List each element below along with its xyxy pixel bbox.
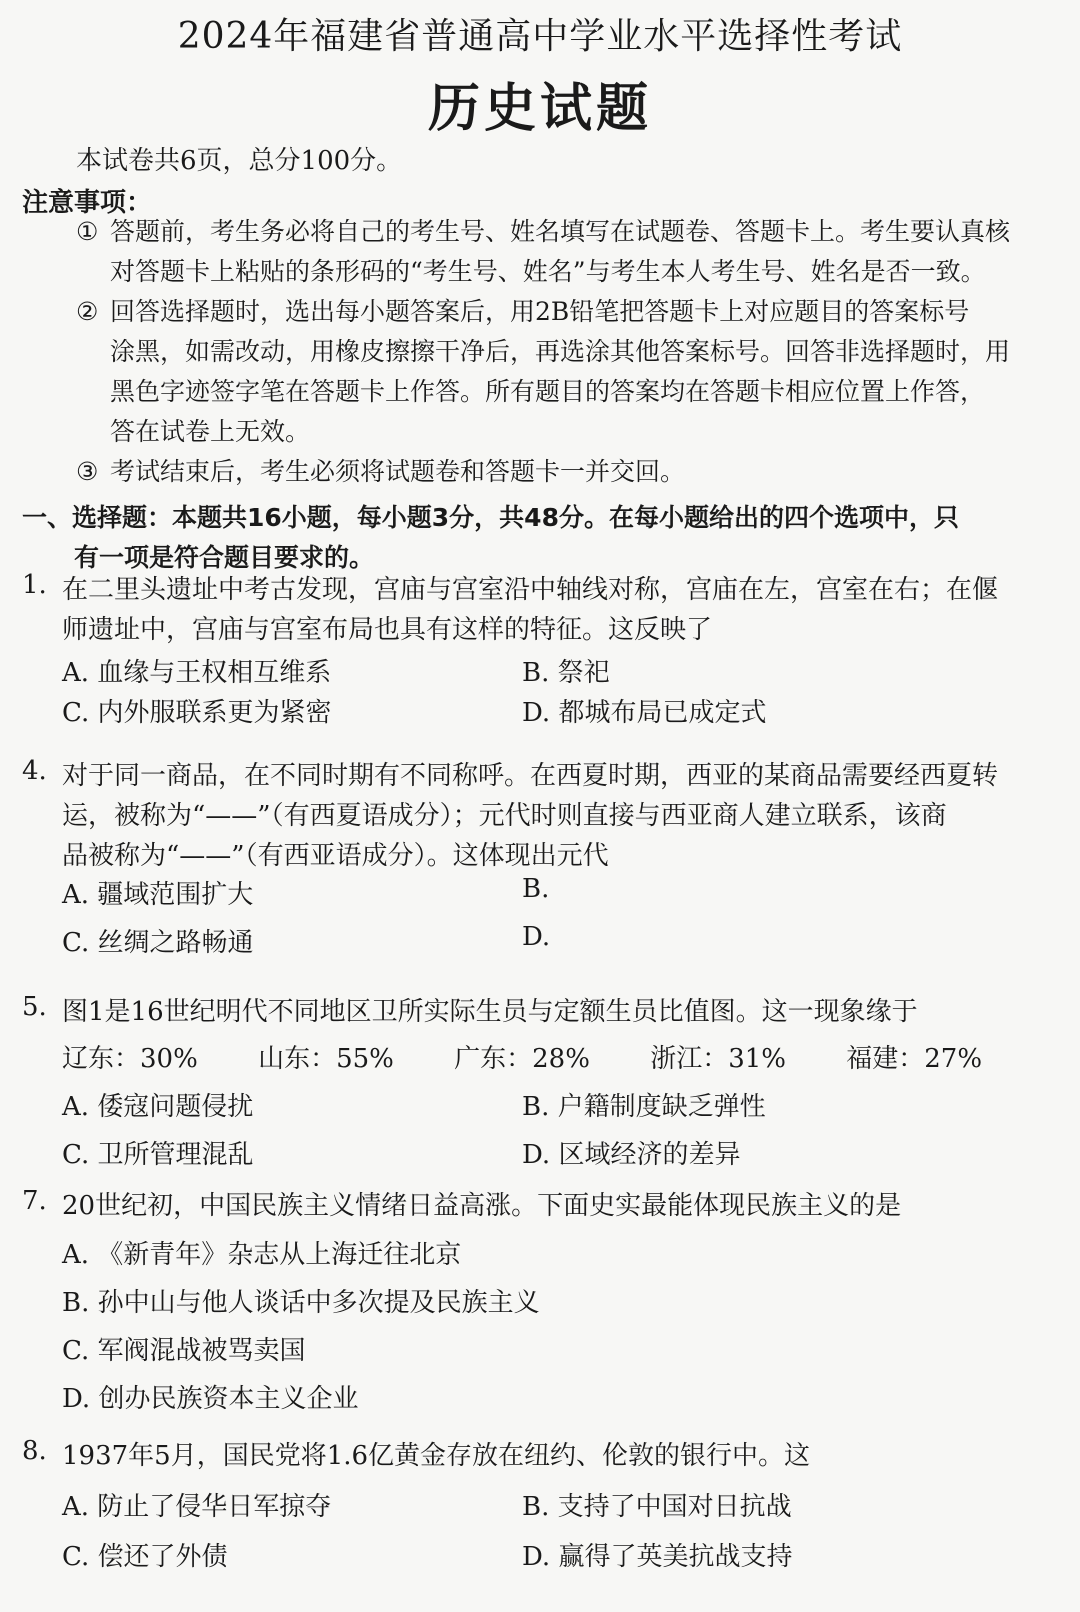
option-a: A. 疆域范围扩大 — [62, 880, 254, 910]
question-stem — [62, 1186, 1042, 1226]
option-c: C. 内外服联系更为紧密 — [62, 698, 332, 728]
question-number: 7. — [22, 1186, 47, 1216]
question-line: 品被称为“——”（有西亚语成分）。这体现出元代 — [62, 841, 609, 871]
option-a: A. 血缘与王权相互维系 — [62, 658, 332, 688]
note-line: 考试结束后，考生必须将试题卷和答题卡一并交回。 — [110, 457, 686, 486]
option-c: C. 丝绸之路畅通 — [62, 928, 254, 958]
option-b: B. 祭祀 — [522, 658, 610, 688]
question-line: 20世纪初，中国民族主义情绪日益高涨。下面史实最能体现民族主义的是 — [62, 1191, 902, 1221]
note-item — [76, 452, 1056, 492]
ratio-item: 福建：27% — [846, 1044, 983, 1074]
exam-title: 2024年福建省普通高中学业水平选择性考试 — [177, 16, 903, 57]
note-number: ① — [76, 217, 99, 246]
option-b: B. — [522, 874, 550, 904]
note-line: 黑色字迹签字笔在答题卡上作答。所有题目的答案均在答题卡相应位置上作答， — [110, 377, 986, 406]
note-number: ③ — [76, 457, 99, 486]
question-stem — [62, 570, 1042, 650]
option-b: B. 孙中山与他人谈话中多次提及民族主义 — [62, 1288, 540, 1318]
question-line: 图1是16世纪明代不同地区卫所实际生员与定额生员比值图。这一现象缘于 — [62, 997, 918, 1027]
note-line: 对答题卡上粘贴的条形码的“考生号、姓名”与考生本人考生号、姓名是否一致。 — [110, 257, 986, 286]
option-a: A. 防止了侵华日军掠夺 — [62, 1492, 332, 1522]
note-line: 回答选择题时，选出每小题答案后，用2B铅笔把答题卡上对应题目的答案标号 — [110, 297, 970, 326]
option-d: D. 赢得了英美抗战支持 — [522, 1542, 793, 1572]
option-b: B. 支持了中国对日抗战 — [522, 1492, 792, 1522]
ratio-item: 广东：28% — [454, 1044, 590, 1074]
option-d: D. 区域经济的差异 — [522, 1140, 741, 1170]
question-number: 4. — [22, 756, 47, 786]
question-number: 1. — [22, 570, 47, 600]
section-line: 有一项是符合题目要求的。 — [74, 543, 375, 572]
section-heading — [22, 498, 1062, 578]
question-number: 8. — [22, 1436, 47, 1466]
question-line: 师遗址中，宫庙与宫室布局也具有这样的特征。这反映了 — [62, 615, 713, 645]
section-line: 一、选择题：本题共16小题，每小题3分，共48分。在每小题给出的四个选项中，只 — [22, 503, 959, 532]
question-stem — [62, 992, 1042, 1032]
question-line: 1937年5月，国民党将1.6亿黄金存放在纽约、伦敦的银行中。这 — [62, 1441, 811, 1471]
subject-title: 历史试题 — [427, 78, 652, 139]
question-stem — [62, 756, 1042, 876]
option-b: B. 户籍制度缺乏弹性 — [522, 1092, 766, 1122]
note-number: ② — [76, 297, 99, 326]
option-a: A. 倭寇问题侵扰 — [62, 1092, 254, 1122]
question-line: 对于同一商品，在不同时期有不同称呼。在西夏时期，西亚的某商品需要经西夏转 — [62, 761, 999, 791]
note-line: 涂黑，如需改动，用橡皮擦擦干净后，再选涂其他答案标号。回答非选择题时，用 — [110, 337, 1011, 366]
option-d: D. — [522, 922, 551, 952]
ratio-list — [62, 1038, 1034, 1075]
note-item — [76, 212, 1056, 292]
option-c: C. 军阀混战被骂卖国 — [62, 1336, 306, 1366]
question-stem — [62, 1436, 1042, 1476]
option-d: D. 都城布局已成定式 — [522, 698, 767, 728]
option-c: C. 偿还了外债 — [62, 1542, 228, 1572]
ratio-item: 辽东：30% — [62, 1044, 198, 1074]
question-line: 在二里头遗址中考古发现，宫庙与宫室沿中轴线对称，宫庙在左，宫室在右；在偃 — [62, 575, 999, 605]
option-d: D. 创办民族资本主义企业 — [62, 1384, 359, 1414]
option-c: C. 卫所管理混乱 — [62, 1140, 254, 1170]
note-item — [76, 292, 1056, 452]
note-line: 答题前，考生务必将自己的考生号、姓名填写在试题卷、答题卡上。考生要认真核 — [110, 217, 1011, 246]
question-number: 5. — [22, 992, 47, 1022]
option-a: A. 《新青年》杂志从上海迁往北京 — [62, 1240, 462, 1270]
ratio-item: 浙江：31% — [650, 1044, 786, 1074]
intro-text: 本试卷共6页，总分100分。 — [76, 146, 403, 176]
note-line: 答在试卷上无效。 — [110, 417, 311, 446]
question-line: 运，被称为“——”（有西夏语成分）；元代时则直接与西亚商人建立联系，该商 — [62, 801, 947, 831]
notes-heading: 注意事项： — [22, 188, 153, 218]
ratio-item: 山东：55% — [258, 1044, 394, 1074]
